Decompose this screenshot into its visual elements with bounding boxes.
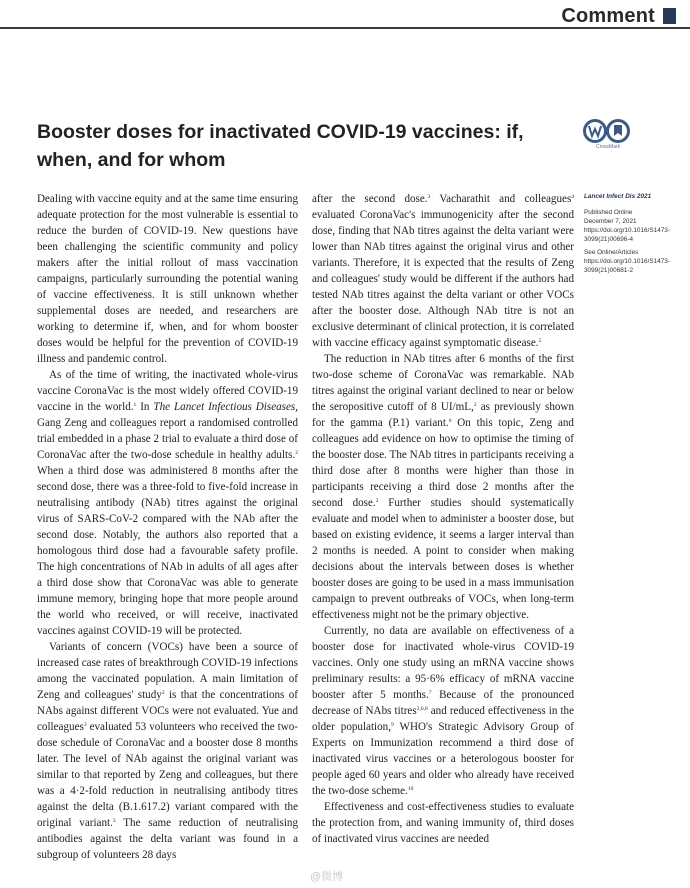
related-doi-link[interactable]: https://doi.org/10.1016/S1473-3099(21)00681-2	[584, 258, 670, 274]
body-paragraph: Effectiveness and cost-effectiveness studies to evaluate the protection from, and waning immunity of, third doses of inactivated virus vaccines are needed	[312, 801, 574, 845]
body-paragraph: As of the time of writing, the inactivated whole-virus vaccine CoronaVac is the most widely offered COVID-19 vaccine in the world.$^1$ In The Lancet Infectious Diseases, Gang Zeng and colleagues report a randomised controlled trial embedded in a phase 2 trial to evaluate a third dose of CoronaVac after the two-dose schedule in healthy adults.$^2$ When a third dose was administered 8 months after the second dose, there was a three-fold to five-fold increase in neutralising antibody (NAb) titres against the original virus of SARS-CoV-2 compared with the NAb after the second dose. Notably, the authors also reported that a homologous third dose had a favourable safety profile. The high concentrations of NAb in adults of all ages after a third dose show that CoronaVac was able to generate immune memory, bringing hope that more people around the world who received, or will receive, inactivated vaccines against COVID-19 will be protected.	[37, 369, 299, 637]
published-date: December 7, 2021	[584, 218, 637, 225]
section-square-icon	[663, 8, 676, 24]
article-sidebar	[584, 192, 684, 279]
reference-marker[interactable]: 5	[538, 338, 542, 344]
doi-link[interactable]: https://doi.org/10.1016/S1473-3099(21)00696-4	[584, 227, 670, 243]
watermark: @微博	[310, 871, 344, 883]
journal-name: The Lancet Infectious Diseases	[153, 401, 296, 413]
body-paragraph: Dealing with vaccine equity and at the same time ensuring adequate protection for the most vulnerable is essential to reduce the burden of COVID-19. New questions have been challenging the scientific community and policy makers after the initial rollout of mass vaccination campaigns, particularly surrounding the potential waning of vaccine effectiveness. It is still unknown whether supplemental doses are needed, and researchers are working to determine if, when, and for whom booster doses would be helpful for the prevention of COVID-19 illness and pandemic control.	[37, 193, 298, 365]
article-title: Booster doses for inactivated COVID-19 vaccines: if, when, and for whom	[37, 121, 524, 171]
reference-marker[interactable]: 3	[112, 818, 116, 824]
reference-marker[interactable]: 2	[473, 402, 477, 408]
reference-marker[interactable]: 3	[83, 722, 87, 728]
reference-marker[interactable]: 1	[133, 402, 137, 408]
published-label: Published Online	[584, 209, 633, 216]
body-paragraph: Currently, no data are available on effectiveness of a booster dose for inactivated whole-virus COVID-19 vaccines. Only one study using an mRNA vaccine shows preliminary results: a 95·6% efficacy of mRNA vaccine booster after 5 months.$^7$ Because of the pronounced decrease of NAbs titres$^{2,6,8}$ and reduced effectiveness in the older population,$^9$ WHO's Strategic Advisory Group of Experts on Immunization recommend a third dose of inactivated virus vaccines or a heterologous booster for people aged 60 years and older who already have received the two-dose scheme.$^{10}$	[312, 625, 575, 797]
reference-marker[interactable]: 2	[375, 498, 379, 504]
reference-marker[interactable]: 10	[407, 786, 414, 792]
crossmark-badge[interactable]	[582, 118, 634, 158]
body-paragraph: Variants of concern (VOCs) have been a source of increased case rates of breakthrough COVID-19 infections among the vaccinated population. A main limitation of Zeng and colleagues' study$^2$ is that the concentrations of NAbs against different VOCs were not evaluated. Yue and colleagues$^3$ evaluated 53 volunteers who received the two-dose schedule of CoronaVac and a booster dose 8 months later. The level of NAb against the original variant was similar to that reported by Zeng and colleagues, but there was a 4·2-fold reduction in neutralising antibody titres against the delta (B.1.617.2) variant compared with the original variant.$^3$ The same reduction of neutralising antibodies against the delta variant was found in a subgroup of volunteers 28 days	[37, 641, 298, 861]
body-column-1	[37, 191, 298, 863]
reference-marker[interactable]: 2	[161, 690, 165, 696]
header-rule	[0, 27, 690, 29]
body-column-2	[312, 191, 574, 847]
reference-marker[interactable]: 7	[428, 690, 432, 696]
body-paragraph: after the second dose.$^3$ Vacharathit and colleagues$^4$ evaluated CoronaVac's immunogenicity after the second dose, finding that NAb titres against the delta variant were lower than NAb titres against the original virus and other variants. Therefore, it is expected that the results of Zeng and colleagues' study would be different if the authors had tested NAb titres against the delta variant or other VOCs after the booster dose. Although NAb titre is not an exclusive determinant of clinical protection, it is correlated with vaccine efficacy against symptomatic disease.$^5$	[312, 193, 575, 349]
journal-citation: Lancet Infect Dis 2021	[584, 193, 652, 200]
reference-marker[interactable]: 4	[571, 194, 575, 200]
reference-marker[interactable]: 3	[427, 194, 431, 200]
crossmark-icon	[582, 118, 634, 146]
reference-marker[interactable]: 2,6,8	[416, 706, 428, 712]
see-online-label: See Online/Articles	[584, 249, 639, 256]
body-paragraph: The reduction in NAb titres after 6 months of the first two-dose scheme of CoronaVac was remarkable. NAb titres against the original variant declined to near or below the seropositive cutoff of 8 UI/mL,$^2$ as previously shown for the gamma (P.1) variant.$^6$ On this topic, Zeng and colleagues add evidence on how to optimise the timing of the booster dose. The NAb titres in participants receiving a third dose after 8 months were higher than those in participants receiving a third dose 2 months after the second dose.$^2$ Further studies should systematically evaluate and model when to administer a booster dose, but based on existing evidence, it seems a larger interval than 2 months is needed. A point to consider when making decisions about the intervals between doses is whether booster doses are going to be used in a mass immunisation campaign to prevent outbreaks of VOCs, when long-term effectiveness might not be the primary objective.	[312, 353, 574, 621]
section-label: Comment	[561, 5, 655, 27]
reference-marker[interactable]: 6	[448, 418, 452, 424]
reference-marker[interactable]: 2	[295, 450, 298, 456]
crossmark-label: CrossMark	[596, 144, 621, 150]
reference-marker[interactable]: 9	[391, 722, 394, 728]
